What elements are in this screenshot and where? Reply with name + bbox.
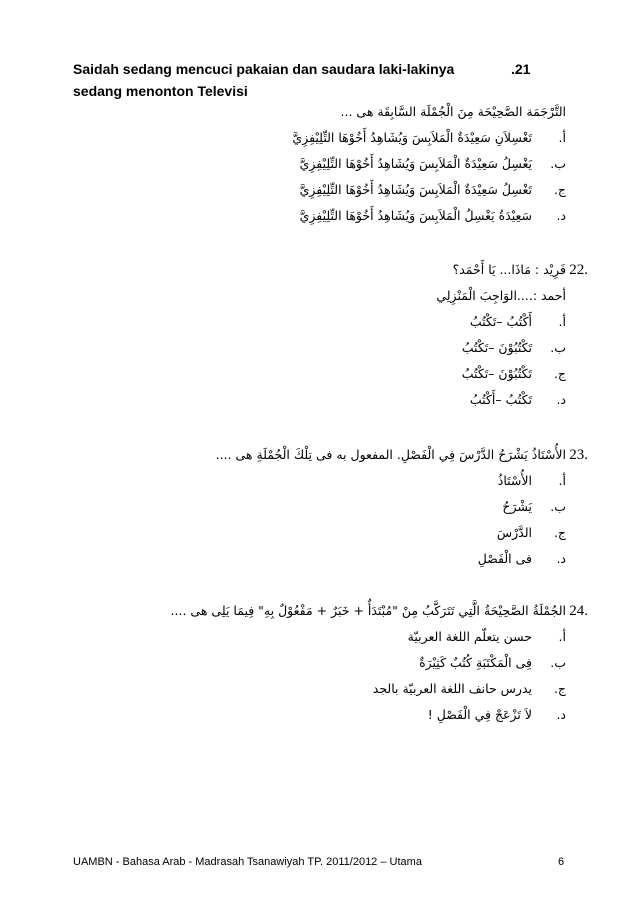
- q22-option-c[interactable]: [66, 366, 566, 392]
- q21-option-b[interactable]: [66, 156, 566, 182]
- option-text: تَكْتُبُوْنَ –تَكْتُبُ: [461, 366, 532, 381]
- option-text: لاَ تَزْعَجْ فِي الْفَصْلِ !: [427, 707, 532, 722]
- option-label: أ.: [558, 314, 566, 329]
- q24-option-c[interactable]: [66, 681, 566, 707]
- q21-stem: التَّرْجَمَة الصَّحِيْحَة مِنَ الْجُمْلَة السَّابِقَة هى ...: [340, 104, 566, 119]
- q23-stem: الأُسْتَاذُ يَشْرَحُ الدَّرْسَ فِي الْفَصْلِ. المفعول به فى تِلْكَ الْجُمْلَةِ هى ....: [215, 447, 566, 462]
- option-label: أ.: [558, 629, 566, 644]
- option-label: ب.: [550, 340, 566, 355]
- q23-number: 23.: [569, 447, 588, 463]
- option-text: حسن يتعلّم اللغة العربيّة: [407, 629, 532, 644]
- option-label: د.: [556, 551, 566, 566]
- q22-option-b[interactable]: [66, 340, 566, 366]
- q21-number: .21: [511, 61, 531, 77]
- option-text: سَعِيْدَةُ يَغْسِلُ الْمَلاَبِسَ وَيُشَاهِدُ أَخُوْهَا التِّلِيْفِزِيَّ: [299, 208, 532, 223]
- option-text: الدَّرْسَ: [496, 525, 532, 540]
- q21-body: [66, 104, 566, 234]
- option-label: د.: [556, 208, 566, 223]
- q23-body: [66, 447, 566, 577]
- option-label: د.: [556, 707, 566, 722]
- q22-option-a[interactable]: [66, 314, 566, 340]
- q24-number: 24.: [569, 603, 588, 619]
- q24-option-b[interactable]: [66, 655, 566, 681]
- q23-option-d[interactable]: [66, 551, 566, 577]
- option-label: أ.: [558, 473, 566, 488]
- q23-option-a[interactable]: [66, 473, 566, 499]
- option-label: ج.: [553, 182, 566, 197]
- option-text: تَكْتُبُوْنَ –تَكْتُبُ: [461, 340, 532, 355]
- option-text: تَغْسِلُ سَعِيْدَةٌ الْمَلاَبِسَ وَيُشَاهِدُ أَخُوْهَا التِّلِيْفِزِيَّ: [299, 182, 532, 197]
- footer-text: UAMBN - Bahasa Arab - Madrasah Tsanawiyah TP. 2011/2012 – Utama: [73, 856, 422, 868]
- option-label: ب.: [550, 655, 566, 670]
- option-text: يدرس حانف اللغة العربيّة بالجد: [372, 681, 532, 696]
- q24-body: [66, 603, 566, 733]
- option-text: فِى الْمَكْتَبَةِ كُتُبٌ كَثِيْرَةٌ: [419, 655, 532, 670]
- q22-dialog-line1: فَرِيْد : مَاذَا... يَا أَحْمَد؟: [452, 262, 566, 277]
- q21-option-a[interactable]: [66, 130, 566, 156]
- option-label: ج.: [553, 681, 566, 696]
- q23-option-b[interactable]: [66, 499, 566, 525]
- q21-indonesian-line1: Saidah sedang mencuci pakaian dan saudara laki-lakinya: [73, 61, 455, 77]
- q22-body: [66, 262, 566, 418]
- option-text: تَغْسِلاَنِ سَعِيْدَةٌ الْمَلاَبِسَ وَيُشَاهِدُ أَخُوْهَا التِّلِيْفِزِيَّ: [292, 130, 532, 145]
- option-label: أ.: [558, 130, 566, 145]
- option-label: د.: [556, 392, 566, 407]
- option-text: يَغْسِلُ سَعِيْدَةٌ الْمَلاَبِسَ وَيُشَاهِدُ أَخُوْهَا التِّلِيْفِزِيَّ: [299, 156, 532, 171]
- option-text: تَكْتُبُ –أَكْتُبُ: [469, 392, 532, 407]
- q22-dialog-line2: أحمد :....الوَاجِبَ الْمَنْزِلِي: [436, 288, 566, 303]
- option-text: أَكْتُبُ –تَكْتُبُ: [469, 314, 532, 329]
- option-label: ج.: [553, 525, 566, 540]
- option-text: فى الْفَصْلِ: [477, 551, 532, 566]
- option-text: الأُسْتَاذُ: [497, 473, 532, 488]
- q24-option-a[interactable]: [66, 629, 566, 655]
- q21-indonesian-line2: sedang menonton Televisi: [73, 83, 248, 99]
- q21-option-d[interactable]: [66, 208, 566, 234]
- q23-option-c[interactable]: [66, 525, 566, 551]
- q24-option-d[interactable]: [66, 707, 566, 733]
- q22-option-d[interactable]: [66, 392, 566, 418]
- option-label: ب.: [550, 499, 566, 514]
- q24-stem: الجُمْلَةُ الصَّحِيْحَةُ الَّتِي تَتَرَكَّبُ مِنْ "مُبْتَدَأٌ + خَبَرٌ + مَفْعُوْلٌ بِهِ" فِيمَا يَلِى هى ....: [170, 603, 566, 618]
- option-text: يَشْرَحُ: [502, 499, 532, 514]
- q22-number: 22.: [569, 262, 588, 278]
- q21-option-c[interactable]: [66, 182, 566, 208]
- option-label: ب.: [550, 156, 566, 171]
- page-number: 6: [558, 856, 565, 868]
- option-label: ج.: [553, 366, 566, 381]
